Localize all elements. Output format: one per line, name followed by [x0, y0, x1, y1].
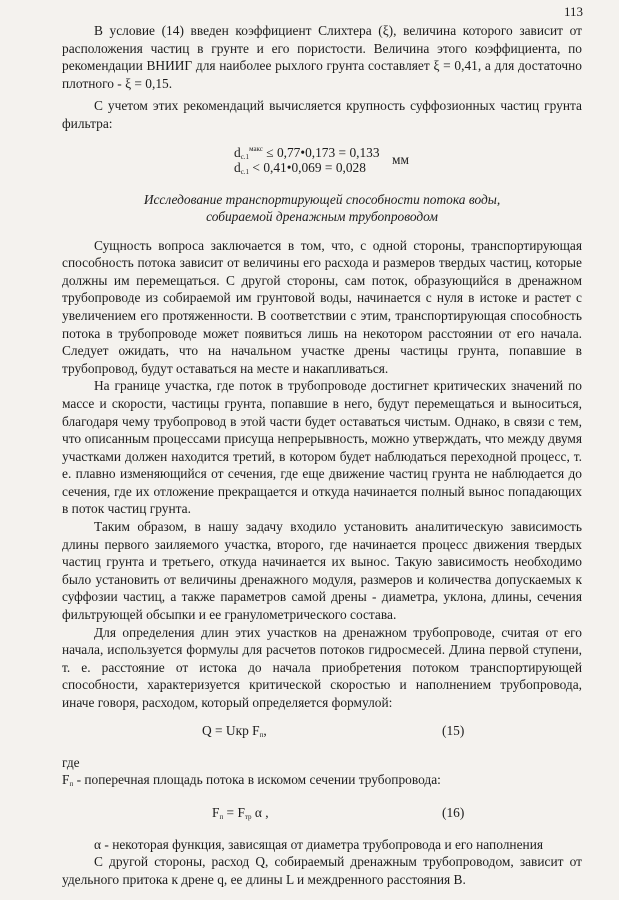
paragraph: где — [62, 754, 80, 770]
paragraph: Для определения длин этих участков на дренажном трубопроводе, считая от его начала, используется формулы для расчетов потоков гидросмесей. Длина первой ступени, т. е. расстояние от истока до начала приобретения потоком транспортирующей способности, характеризуется критической скоростью и наполнением трубопровода, иначе говоря, расходом, который определяется формулой: — [62, 624, 582, 710]
body-text — [62, 22, 582, 889]
equation-number: (15) — [442, 722, 465, 738]
formula-line-1: $d_{с.1}^{макс}$ ≤ 0,77•0,173 = 0,133 — [234, 144, 380, 161]
equation-number: (16) — [442, 804, 465, 820]
paragraph: На границе участка, где поток в трубопроводе достигнет критических значений по массе и скорости, частицы грунта, попавшие в него, будут перемещаться и выноситься, благодаря чему трубопровод в этой части будет оставаться чистым. Однако, в связи с тем, что описанным процессами присуща непрерывность, можно утверждать, что между двумя участками должен находится третий, в котором будет наблюдаться переходной процесс, т. е. плавно изменяющийся от сечения, где еще движение частиц грунта не наблюдается до сечения, где их отложение прекращается и откуда начинается полный вынос попадающих в поток частиц грунта. — [62, 378, 582, 517]
section-title: Исследование транспортирующей способности потока воды, собираемой дренажным трубопроводом — [143, 191, 501, 224]
paragraph: Сущность вопроса заключается в том, что, с одной стороны, транспортирующая способность потока зависит от величины его расхода и размеров твердых частиц, которые должны им перемещаться. С другой стороны, сам поток, образующийся в дренажном трубопроводе из собираемой им грунтовой воды, начинается с нуля в истоке и растет с увеличением его протяженности. В соответствии с этим, транспортирующая способность потока в трубопроводе может появиться лишь на некотором расстоянии от его начала. Следует ожидать, что на начальном участке дрены частицы грунта, попавшие в трубопровод, будут оставаться на месте и накапливаться. — [62, 237, 582, 376]
formula-d — [62, 141, 582, 181]
formula-unit: мм — [392, 151, 409, 167]
paragraph: С другой стороны, расход Q, собираемый дренажным трубопроводом, зависит от удельного притока к дрене q, ее длины L и междренного расстояния B. — [62, 854, 582, 887]
formula-line-2: $d_{с.1}$ < 0,41•0,069 = 0,028 — [234, 159, 366, 176]
equation-16: $F_п = F_{тр}$ α , (16) — [212, 804, 465, 821]
paragraph: Таким образом, в нашу задачу входило установить аналитическую зависимость длины первого заиляемого участка, второго, где начинается процесс движения твердых частиц грунта и третьего, откуда начинается их вынос. Такую зависимость необходимо было установить от величины дренажного модуля, размеров и количества допускаемых к суффозии частиц, а также параметров самой дрены - диаметра, уклона, длины, сечения фильтрующей обсыпки и ее гранулометрического состава. — [62, 519, 582, 623]
page-number: 113 — [563, 4, 583, 19]
paragraph: В условие (14) введен коэффициент Слихтера (ξ), величина которого зависит от расположения частиц в грунте и его пористости. Величина этого коэффициента, по рекомендации ВНИИГ для наиболее рыхлого грунта составляет ξ = 0,41, а для достаточно плотного - ξ = 0,15. — [62, 23, 582, 91]
paragraph-fn-definition: $F_п$ - поперечная площадь потока в искомом сечении трубопровода: — [62, 772, 441, 789]
paragraph: С учетом этих рекомендаций вычисляется крупность суффозионных частиц грунта фильтра: — [62, 98, 582, 131]
paragraph-alpha-definition: α - некоторая функция, зависящая от диаметра трубопровода и его наполнения — [94, 836, 544, 852]
equation-15: Q = Uкр $F_п$, (15) — [202, 722, 465, 739]
